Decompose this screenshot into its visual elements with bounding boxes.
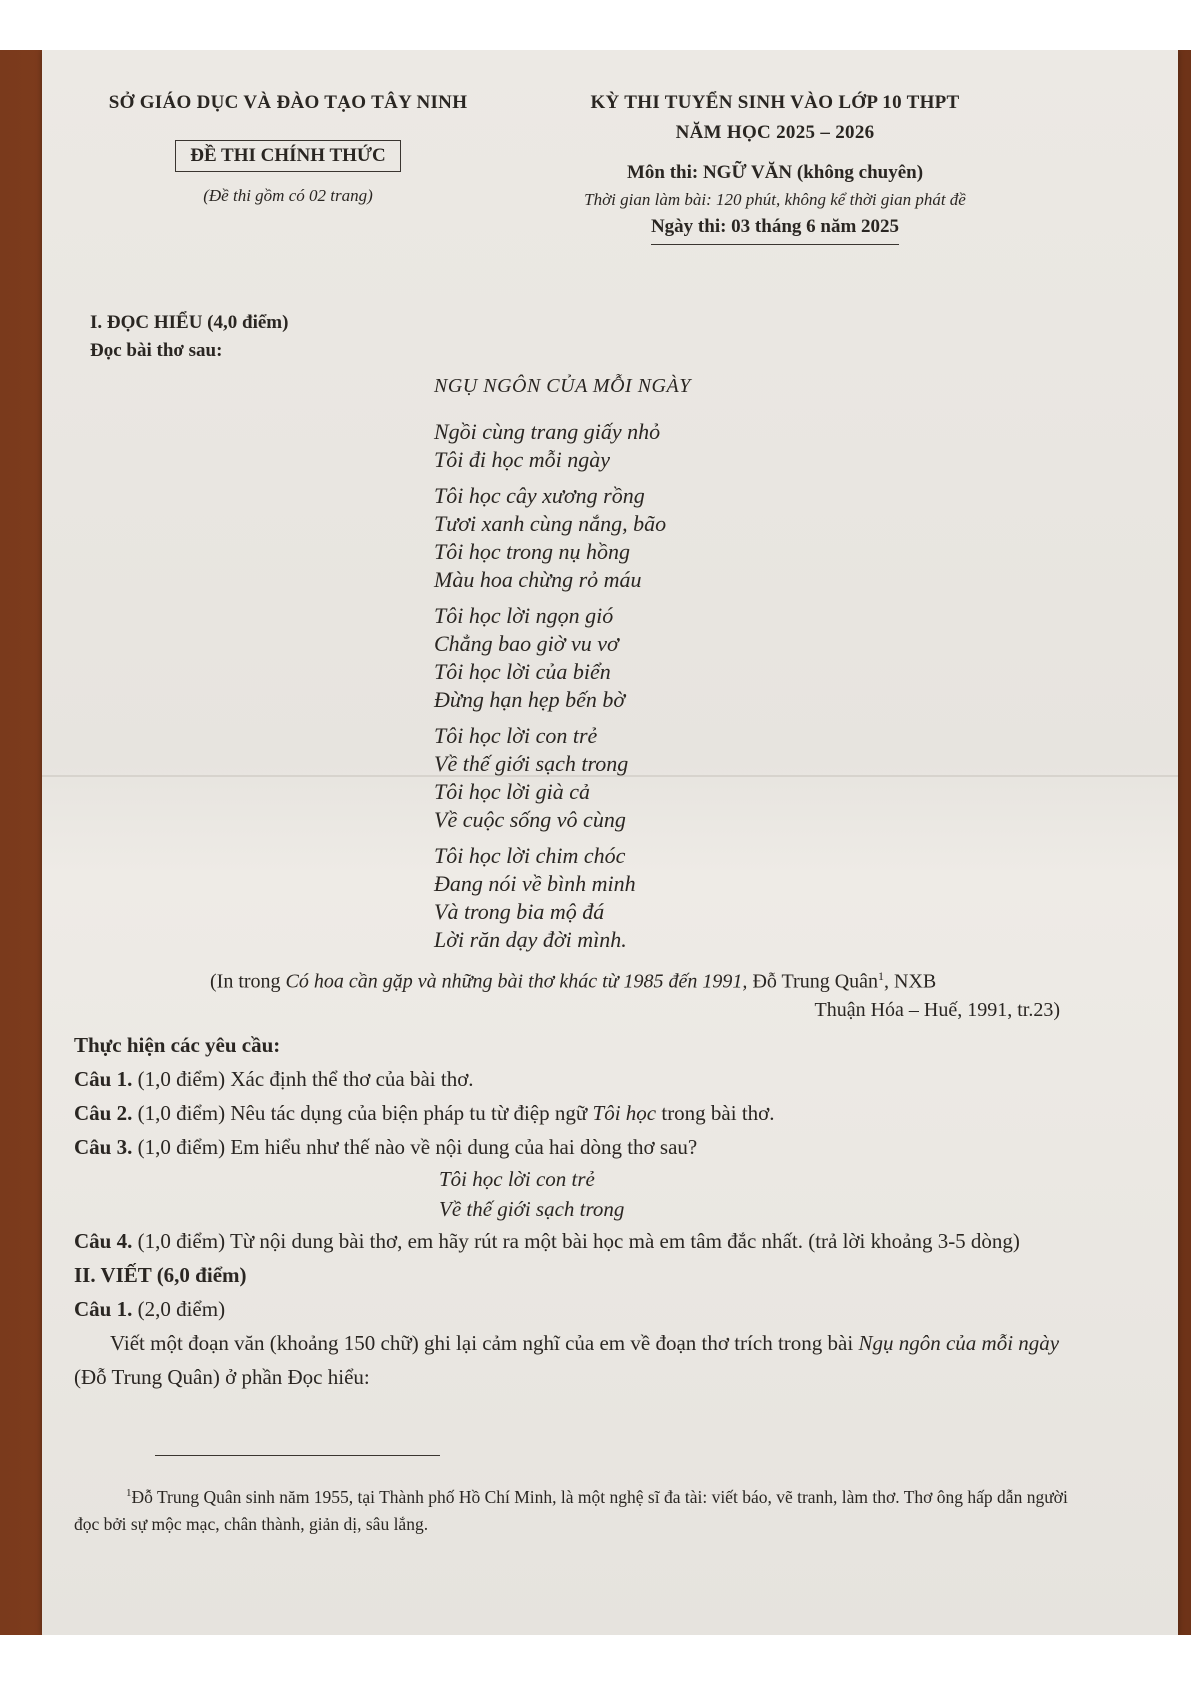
- poem-stanza: [434, 418, 691, 474]
- poem-stanza: [434, 602, 691, 714]
- poem-line: Tôi học lời già cả: [434, 779, 590, 804]
- page-count-note: (Đề thi gồm có 02 trang): [203, 186, 373, 205]
- header-right: [510, 88, 1040, 245]
- source-author: Đỗ Trung Quân: [747, 970, 879, 993]
- school-year: NĂM HỌC 2025 – 2026: [675, 122, 875, 143]
- poem: [434, 372, 691, 962]
- poem-stanza: [434, 842, 691, 954]
- exam-name: KỲ THI TUYỂN SINH VÀO LỚP 10 THPT: [590, 92, 960, 113]
- poem-line: Tôi học lời của biển: [434, 659, 611, 684]
- question-3: Câu 3. (1,0 điểm) Em hiểu như thế nào về nội dung của hai dòng thơ sau?: [74, 1135, 698, 1159]
- poem-line: Tôi đi học mỗi ngày: [434, 447, 610, 472]
- poem-line: Về thế giới sạch trong: [434, 751, 629, 776]
- poem-line: Tôi học cây xương rồng: [434, 483, 645, 508]
- poem-title: NGỤ NGÔN CỦA MỖI NGÀY: [434, 375, 691, 397]
- poem-line: Đừng hạn hẹp bến bờ: [434, 687, 626, 712]
- source-publisher: Thuận Hóa – Huế, 1991, tr.23): [814, 998, 1060, 1021]
- question-1: Câu 1. (1,0 điểm) Xác định thể thơ của bài thơ.: [74, 1067, 474, 1091]
- tasks-heading: Thực hiện các yêu cầu:: [74, 1033, 281, 1057]
- questions: [74, 1028, 1094, 1394]
- question-3-quote-line: Về thế giới sạch trong: [439, 1197, 625, 1221]
- poem-line: Đang nói về bình minh: [434, 871, 636, 896]
- writing-question-1-prompt: Viết một đoạn văn (khoảng 150 chữ) ghi lại cảm nghĩ của em về đoạn thơ trích trong bài Ngụ ngôn của mỗi ngày (Đỗ Trung Quân) ở phần Đọc hiểu:: [74, 1331, 1060, 1389]
- footnote-separator: [155, 1455, 440, 1456]
- poem-line: Màu hoa chừng rỏ máu: [434, 567, 642, 592]
- poem-line: Và trong bia mộ đá: [434, 899, 605, 924]
- writing-question-1: Câu 1. (2,0 điểm): [74, 1297, 226, 1321]
- exam-duration: Thời gian làm bài: 120 phút, không kể thời gian phát đề: [584, 190, 966, 209]
- poem-line: Về cuộc sống vô cùng: [434, 807, 626, 832]
- source-book: Có hoa cần gặp và những bài thơ khác từ 1985 đến 1991,: [285, 970, 748, 993]
- poem-line: Tôi học lời chim chóc: [434, 843, 626, 868]
- poem-line: Chẳng bao giờ vu vơ: [434, 631, 619, 656]
- question-4: Câu 4. (1,0 điểm) Từ nội dung bài thơ, em hãy rút ra một bài học mà em tâm đắc nhất. (trả lời khoảng 3-5 dòng): [74, 1229, 1020, 1253]
- poem-stanza: [434, 482, 691, 594]
- poem-line: Ngồi cùng trang giấy nhỏ: [434, 419, 661, 444]
- question-2: Câu 2. (1,0 điểm) Nêu tác dụng của biện pháp tu từ điệp ngữ Tôi học trong bài thơ.: [74, 1101, 775, 1125]
- question-3-quote-line: Tôi học lời con trẻ: [439, 1167, 595, 1191]
- exam-date: Ngày thi: 03 tháng 6 năm 2025: [651, 212, 899, 245]
- section-reading-instruction: Đọc bài thơ sau:: [90, 340, 223, 361]
- section-writing-title: II. VIẾT (6,0 điểm): [74, 1263, 247, 1287]
- section-reading-title: I. ĐỌC HIỂU (4,0 điểm): [90, 312, 289, 333]
- source-suffix: , NXB: [884, 970, 937, 993]
- source-footnote-mark: 1: [878, 969, 885, 983]
- poem-line: Lời răn dạy đời mình.: [434, 927, 627, 952]
- footnote: [74, 1480, 1094, 1538]
- footnote-mark: 1: [126, 1487, 132, 1499]
- department-name: SỞ GIÁO DỤC VÀ ĐÀO TẠO TÂY NINH: [108, 92, 468, 113]
- footnote-text: Đỗ Trung Quân sinh năm 1955, tại Thành phố Hồ Chí Minh, là một nghệ sĩ đa tài: viết báo, vẽ tranh, làm thơ. Thơ ông hấp dẫn người đọc bởi sự mộc mạc, chân thành, giản dị, sâu lắng.: [74, 1486, 1068, 1534]
- source-prefix: (In trong: [210, 970, 286, 993]
- poem-line: Tôi học trong nụ hồng: [434, 539, 630, 564]
- poem-line: Tôi học lời con trẻ: [434, 723, 598, 748]
- official-exam-box: ĐỀ THI CHÍNH THỨC: [175, 140, 401, 172]
- header-left: [73, 88, 503, 206]
- poem-line: Tươi xanh cùng nắng, bão: [434, 511, 667, 536]
- exam-subject: Môn thi: NGỮ VĂN (không chuyên): [626, 162, 924, 183]
- poem-line: Tôi học lời ngọn gió: [434, 603, 614, 628]
- poem-source: [210, 962, 1060, 1024]
- poem-stanza: [434, 722, 691, 834]
